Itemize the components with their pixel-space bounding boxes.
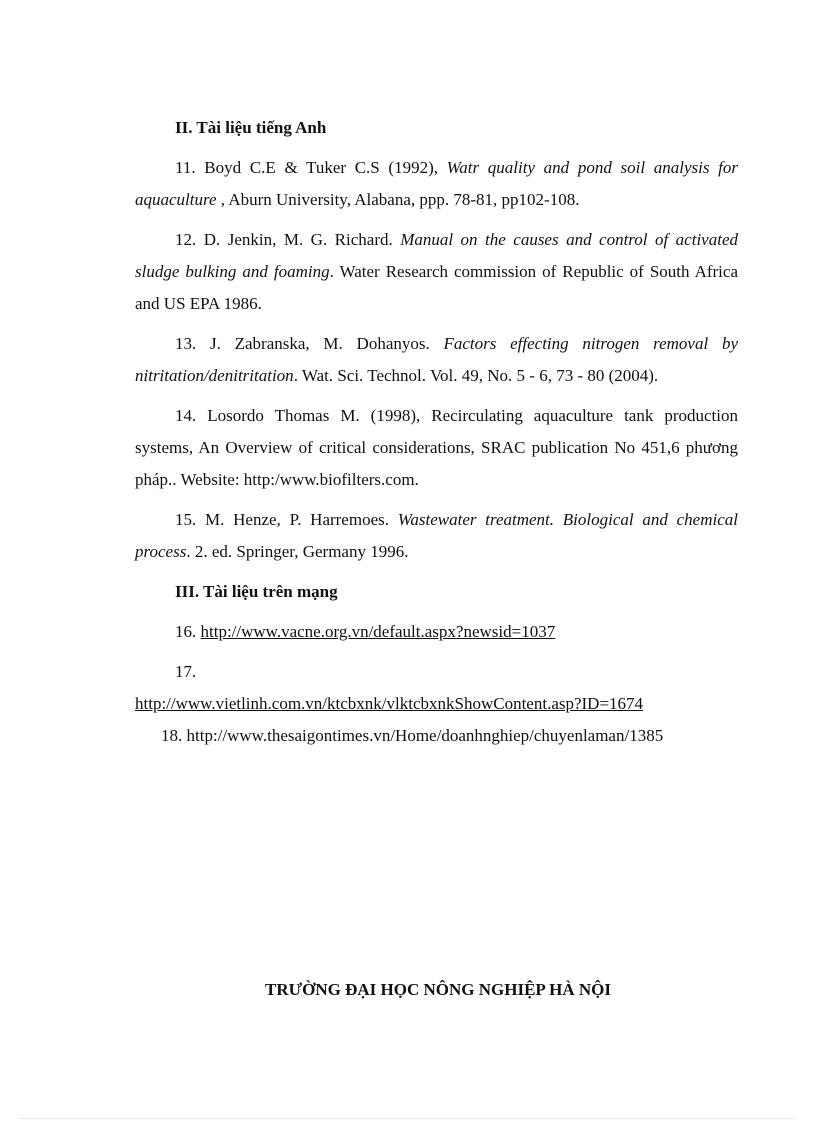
- section-heading-online: III. Tài liệu trên mạng: [175, 582, 338, 601]
- ref-13-title: Factors effecting nitrogen removal by nitritation/denitritation: [135, 334, 739, 385]
- ref-12-authors: 12. D. Jenkin, M. G. Richard.: [175, 230, 401, 249]
- ref-14-text: 14. Losordo Thomas M. (1998), Recirculating aquaculture tank production systems, An Overview of critical considerations, SRAC publication No 451,6 phương pháp.. Website: http:/www.biofilters.com.: [135, 406, 738, 489]
- reference-17: [135, 688, 738, 720]
- reference-12: [135, 224, 738, 320]
- reference-11: [135, 152, 738, 216]
- ref-16-number: 16.: [175, 622, 197, 641]
- reference-14: [135, 400, 738, 496]
- ref-12-source: . Water Research commission of Republic of South Africa and US EPA 1986.: [135, 262, 738, 313]
- ref-17-link[interactable]: http://www.vietlinh.com.vn/ktcbxnk/vlktcbxnkShowContent.asp?ID=1674: [135, 694, 644, 713]
- reference-13: [135, 328, 738, 392]
- ref-11-source: , Aburn University, Alabana, ppp. 78-81, pp102-108.: [216, 190, 580, 209]
- references-body: [135, 112, 738, 752]
- ref-15-authors: 15. M. Henze, P. Harremoes.: [175, 510, 398, 529]
- reference-15: [135, 504, 738, 568]
- section-heading-english: II. Tài liệu tiếng Anh: [175, 118, 327, 137]
- ref-17-number: 17.: [175, 662, 197, 681]
- ref-12-title: Manual on the causes and control of activated sludge bulking and foaming: [135, 230, 738, 281]
- page-bottom-divider: [20, 1118, 796, 1119]
- ref-15-source: . 2. ed. Springer, Germany 1996.: [186, 542, 409, 561]
- ref-13-authors: 13. J. Zabranska, M. Dohanyos.: [175, 334, 444, 353]
- ref-16-link[interactable]: http://www.vacne.org.vn/default.aspx?newsid=1037: [200, 622, 556, 641]
- university-footer: TRƯỜNG ĐẠI HỌC NÔNG NGHIỆP HÀ NỘI: [264, 980, 611, 999]
- ref-11-title: Watr quality and pond soil analysis for aquaculture: [135, 158, 738, 209]
- reference-16: [135, 616, 738, 648]
- ref-15-title: Wastewater treatment. Biological and chemical process: [135, 510, 738, 561]
- ref-11-authors: 11. Boyd C.E & Tuker C.S (1992),: [175, 158, 447, 177]
- reference-18: 18. http://www.thesaigontimes.vn/Home/doanhnghiep/chuyenlaman/1385: [161, 726, 664, 745]
- ref-13-source: . Wat. Sci. Technol. Vol. 49, No. 5 - 6, 73 - 80 (2004).: [293, 366, 659, 385]
